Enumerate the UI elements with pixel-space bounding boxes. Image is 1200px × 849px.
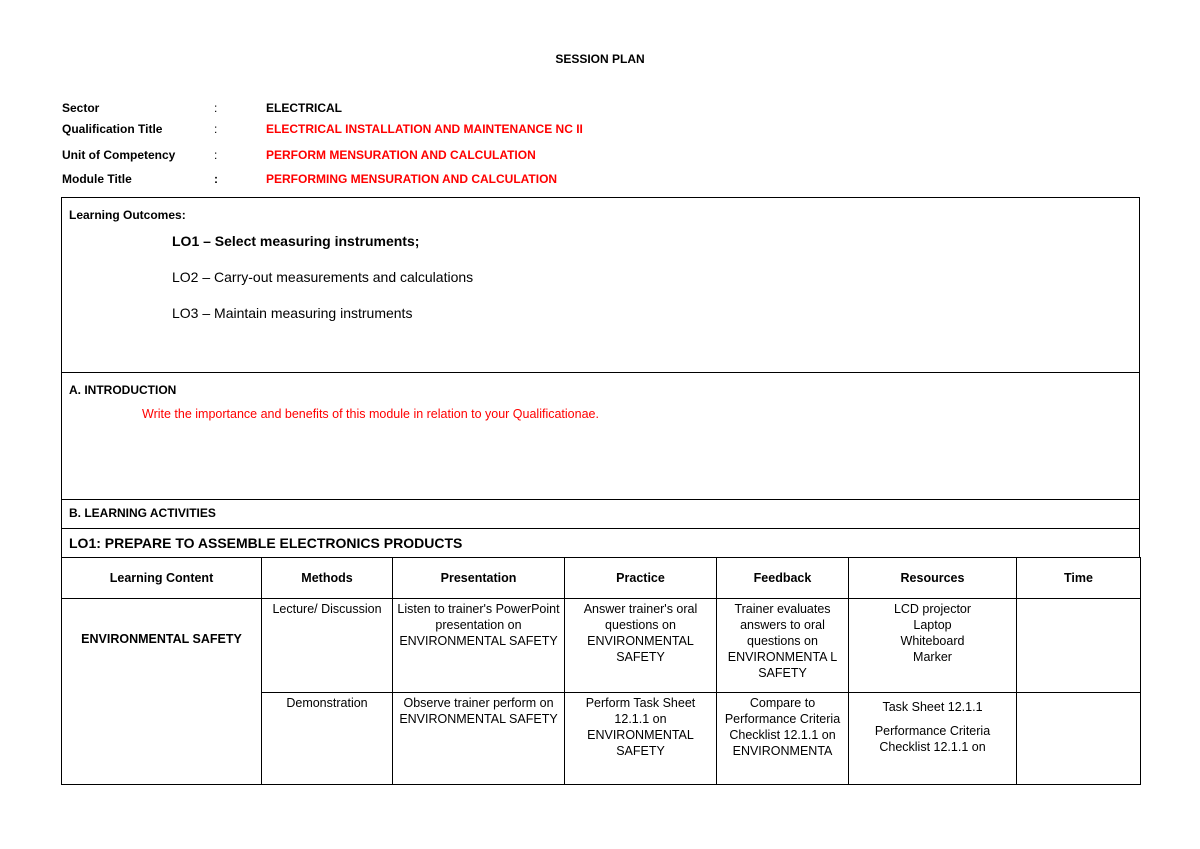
presentation-cell: Listen to trainer's PowerPoint presentation on ENVIRONMENTAL SAFETY bbox=[393, 599, 565, 693]
resource-item: Whiteboard bbox=[900, 634, 965, 648]
feedback-cell: Compare to Performance Criteria Checklist 12.1.1 on ENVIRONMENTA bbox=[717, 693, 849, 785]
learning-outcome-item: LO2 – Carry-out measurements and calculations bbox=[172, 269, 474, 285]
learning-activities-box bbox=[61, 499, 1140, 529]
introduction-box bbox=[61, 372, 1140, 500]
column-header: Practice bbox=[565, 558, 717, 599]
column-header: Time bbox=[1017, 558, 1141, 599]
learning-activities-table bbox=[61, 557, 1141, 785]
document-title: SESSION PLAN bbox=[555, 52, 645, 66]
resource-item: Laptop bbox=[913, 618, 952, 632]
meta-colon: : bbox=[214, 101, 218, 115]
meta-value: PERFORM MENSURATION AND CALCULATION bbox=[266, 148, 536, 162]
meta-label: Module Title bbox=[62, 172, 132, 186]
learning-activities-heading: B. LEARNING ACTIVITIES bbox=[69, 506, 216, 520]
meta-colon: : bbox=[214, 148, 218, 162]
table-row bbox=[62, 599, 1141, 693]
resource-item: Performance Criteria Checklist 12.1.1 on bbox=[874, 724, 991, 754]
meta-label: Sector bbox=[62, 101, 100, 115]
learning-outcomes-heading: Learning Outcomes: bbox=[69, 208, 186, 222]
methods-cell: Demonstration bbox=[262, 693, 393, 785]
meta-label: Unit of Competency bbox=[62, 148, 176, 162]
resource-item: Task Sheet 12.1.1 bbox=[882, 700, 983, 714]
introduction-heading: A. INTRODUCTION bbox=[69, 383, 177, 397]
lo-heading: LO1: PREPARE TO ASSEMBLE ELECTRONICS PRODUCTS bbox=[69, 535, 463, 551]
learning-content-cell: ENVIRONMENTAL SAFETY bbox=[62, 599, 262, 785]
introduction-text: Write the importance and benefits of this module in relation to your Qualificationae. bbox=[142, 407, 599, 421]
meta-value: ELECTRICAL bbox=[266, 101, 342, 115]
presentation-cell: Observe trainer perform on ENVIRONMENTAL SAFETY bbox=[393, 693, 565, 785]
column-header: Resources bbox=[849, 558, 1017, 599]
learning-outcomes-box bbox=[61, 197, 1140, 373]
practice-cell: Perform Task Sheet 12.1.1 on ENVIRONMENTAL SAFETY bbox=[565, 693, 717, 785]
learning-outcome-item: LO3 – Maintain measuring instruments bbox=[172, 305, 413, 321]
lo-heading-box bbox=[61, 528, 1140, 558]
resource-item: LCD projector bbox=[893, 602, 972, 616]
table-header-row bbox=[62, 558, 1141, 599]
learning-outcome-item: LO1 – Select measuring instruments; bbox=[172, 233, 420, 249]
meta-colon: : bbox=[214, 172, 218, 186]
meta-colon: : bbox=[214, 122, 218, 136]
column-header: Methods bbox=[262, 558, 393, 599]
page-cut-line bbox=[61, 784, 1141, 785]
feedback-cell: Trainer evaluates answers to oral questions on ENVIRONMENTA L SAFETY bbox=[717, 599, 849, 693]
resources-cell bbox=[849, 599, 1017, 693]
meta-value: ELECTRICAL INSTALLATION AND MAINTENANCE NC II bbox=[266, 122, 583, 136]
time-cell bbox=[1017, 693, 1141, 785]
column-header: Feedback bbox=[717, 558, 849, 599]
column-header: Presentation bbox=[393, 558, 565, 599]
resources-cell bbox=[849, 693, 1017, 785]
meta-value: PERFORMING MENSURATION AND CALCULATION bbox=[266, 172, 558, 186]
methods-cell: Lecture/ Discussion bbox=[262, 599, 393, 693]
column-header: Learning Content bbox=[62, 558, 262, 599]
meta-label: Qualification Title bbox=[62, 122, 163, 136]
time-cell bbox=[1017, 599, 1141, 693]
resource-item: Marker bbox=[913, 650, 952, 664]
practice-cell: Answer trainer's oral questions on ENVIRONMENTAL SAFETY bbox=[565, 599, 717, 693]
